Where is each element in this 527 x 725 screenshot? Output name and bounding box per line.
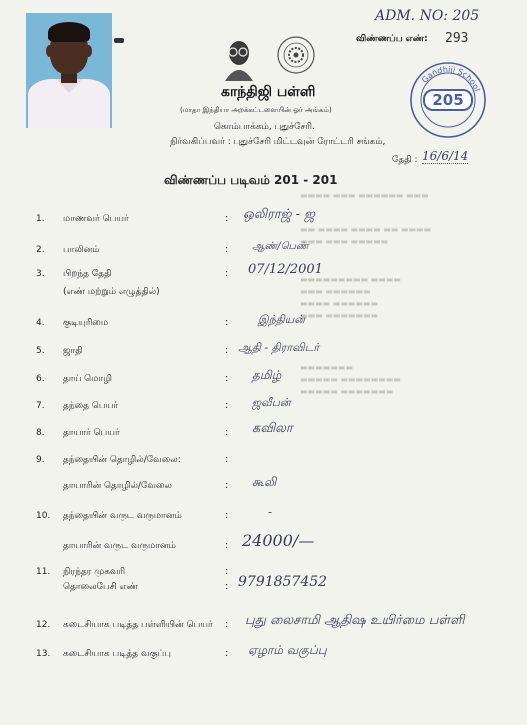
application-number-label: விண்ணப்ப எண்: [356, 34, 428, 44]
application-number: 293 [445, 31, 469, 46]
field-colon: : [225, 345, 229, 356]
svg-text:Gandhiji School [420, 65, 481, 93]
field-label: தந்தை பெயர் [63, 401, 118, 411]
field-value: 9791857452 [238, 574, 328, 590]
field-number: 13. [36, 649, 51, 659]
school-admin: நிர்வகிப்பவர் : புதுச்சேரி மிட்டவுன் ரோட்டரி சங்கம், [170, 137, 386, 147]
field-label: ஜாதி [63, 346, 83, 356]
field-value: 07/12/2001 [248, 262, 323, 277]
field-value: ஆதி - திராவிடர் [238, 341, 320, 354]
field-number: 9. [36, 455, 45, 465]
field-colon: : [225, 400, 229, 411]
field-colon: : [225, 648, 229, 659]
bleed-through-text: ▬▬▬▬ ▬▬▬ ▬▬▬▬▬▬ ▬▬▬ ▬▬ ▬▬▬▬ ▬▬▬▬ ▬▬ ▬▬▬▬ ▬▬▬ ▬▬▬ ▬▬▬▬▬ ▬▬▬▬▬▬▬▬▬ ▬▬▬▬ ▬▬▬ ▬▬▬▬▬▬ ▬▬▬▬ ▬▬▬▬▬▬ ▬▬▬ ▬▬▬▬▬▬▬ ▬▬▬▬▬▬▬ ▬▬▬▬▬ ▬▬▬▬▬▬▬▬ ▬▬▬▬▬ ▬▬▬▬▬▬▬ [300, 191, 432, 396]
staple-mark [114, 38, 124, 43]
field-value: தமிழ் [252, 368, 282, 382]
field-number: 12. [36, 620, 51, 630]
field-number: 10. [36, 511, 51, 521]
form-title: விண்ணப்ப படிவம் 201 - 201 [164, 173, 338, 187]
field-label: நிரந்தர முகவரி [63, 567, 126, 577]
field-colon: : [225, 213, 229, 224]
field-label: தாயார் பெயர் [63, 428, 120, 438]
school-affiliation: (மாதா இந்தியா அறக்கட்டளையின் ஓர் அங்கம்) [180, 106, 332, 114]
field-colon: : [225, 510, 229, 521]
field-label: தந்தையின் வருட வருமானம் [63, 511, 182, 521]
field-label: பாலினம் [63, 245, 100, 255]
field-colon: : [225, 581, 229, 592]
field-label: கடைசியாக படித்த பள்ளியின் பெயர் [63, 620, 213, 630]
field-number: 3. [36, 269, 45, 279]
field-colon: : [225, 566, 229, 577]
student-photo [26, 13, 112, 128]
field-colon: : [225, 480, 229, 491]
field-value: ஜவீபன் [252, 396, 291, 409]
field-label: தாயாரின் வருட வருமானம் [63, 541, 176, 551]
field-number: 7. [36, 401, 45, 411]
field-label: தந்தையின் தொழில்/வேலை: [63, 455, 181, 465]
field-label: மாணவர் பெயர் [63, 214, 129, 224]
field-label: கடைசியாக படித்த வகுப்பு [63, 649, 171, 659]
field-sublabel: (எண் மற்றும் எழுத்தில்) [63, 287, 160, 297]
field-number: 5. [36, 346, 45, 356]
field-colon: : [225, 244, 229, 255]
stamp-number: 205 [432, 91, 464, 109]
school-address: கொம்பாக்கம், புதுச்சேரி. [214, 122, 315, 132]
field-value: ஒலிராஜ் - ஜ [243, 207, 315, 222]
field-value: ஏழாம் வகுப்பு [248, 643, 327, 657]
field-colon: : [225, 317, 229, 328]
field-value: கவிலா [252, 421, 293, 436]
field-label: குடியுரிமை [63, 318, 109, 328]
field-label: தாய் மொழி [63, 374, 112, 384]
rotary-club-logo [277, 35, 315, 75]
field-value: - [268, 505, 273, 519]
field-number: 2. [36, 245, 45, 255]
field-value: புது லைசாமி ஆதிஷ உயிர்மை பள்ளி [245, 613, 465, 628]
field-value: 24000/— [242, 531, 315, 550]
gandhi-logo [219, 37, 259, 81]
date-label: தேதி : [392, 155, 418, 165]
field-colon: : [225, 540, 229, 551]
field-label: பிறந்த தேதி [63, 269, 112, 279]
school-name: காந்திஜி பள்ளி [221, 84, 316, 100]
school-seal-stamp [408, 60, 488, 140]
field-number: 6. [36, 374, 45, 384]
field-colon: : [225, 373, 229, 384]
field-colon: : [225, 427, 229, 438]
field-label: தாயாரின் தொழில்/வேலை [63, 481, 172, 491]
field-number: 8. [36, 428, 45, 438]
field-colon: : [225, 268, 229, 279]
field-value: ஆண்/பெண் [252, 241, 309, 252]
stamp-ring-text: Gandhiji School [420, 64, 482, 93]
field-number: 1. [36, 214, 45, 224]
field-value: இந்தியன் [258, 313, 305, 326]
field-number: 4. [36, 318, 45, 328]
field-value: கூலி [252, 475, 277, 489]
field-number: 11. [36, 567, 51, 577]
field-colon: : [225, 454, 229, 465]
date-value: 16/6/14 [422, 149, 469, 163]
adm-number: ADM. NO: 205 [375, 8, 480, 24]
field-colon: : [225, 619, 229, 630]
field-label: தொலைபேசி எண் [63, 582, 139, 592]
